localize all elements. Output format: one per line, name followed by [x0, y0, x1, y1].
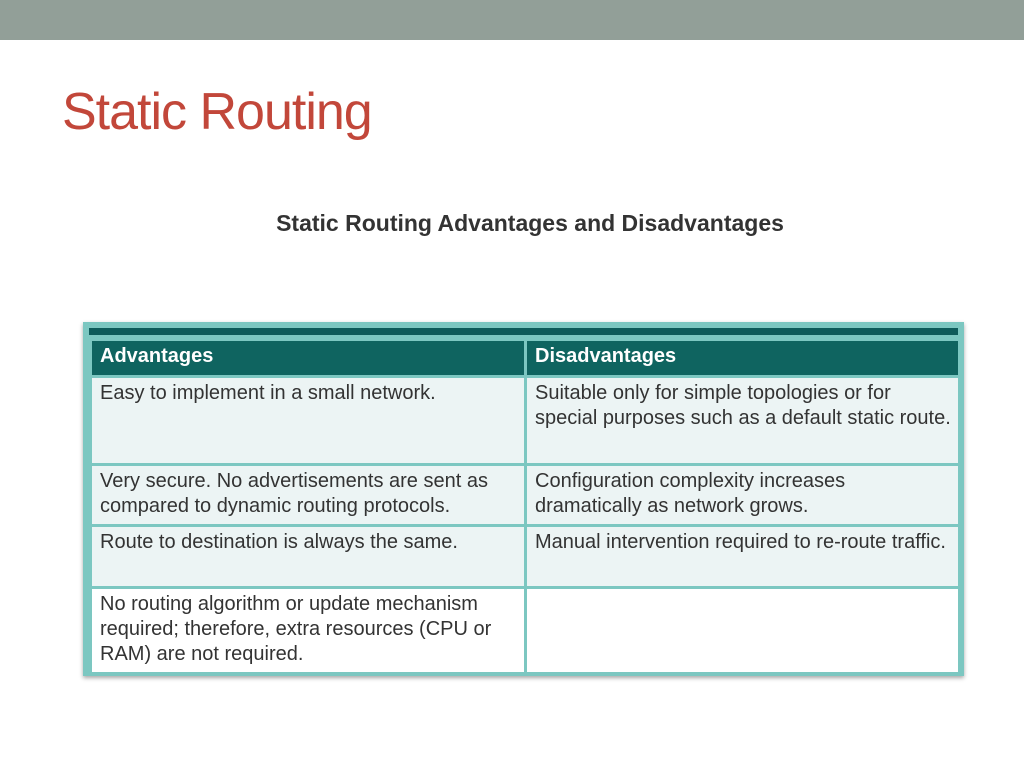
table-row: [92, 527, 958, 586]
table-row: [92, 466, 958, 524]
disadvantage-cell-empty: [527, 589, 958, 672]
table-row: [92, 589, 958, 672]
advantage-cell: Easy to implement in a small network.: [92, 378, 524, 463]
comparison-table: [89, 338, 961, 675]
slide-title: Static Routing: [62, 83, 372, 141]
table-header-row: [92, 341, 958, 375]
table-caption: Static Routing Advantages and Disadvantages: [276, 210, 784, 236]
table-row: [92, 378, 958, 463]
comparison-table-frame: [83, 322, 964, 676]
top-band: [0, 0, 1024, 40]
advantage-cell: Very secure. No advertisements are sent as compared to dynamic routing protocols.: [92, 466, 524, 524]
disadvantage-cell: Configuration complexity increases dramatically as network grows.: [527, 466, 958, 524]
header-advantages: Advantages: [92, 341, 524, 375]
advantage-cell: No routing algorithm or update mechanism required; therefore, extra resources (CPU or RAM) are not required.: [92, 589, 524, 672]
header-disadvantages: Disadvantages: [527, 341, 958, 375]
advantage-cell: Route to destination is always the same.: [92, 527, 524, 586]
disadvantage-cell: Suitable only for simple topologies or for special purposes such as a default static route.: [527, 378, 958, 463]
disadvantage-cell: Manual intervention required to re-route traffic.: [527, 527, 958, 586]
